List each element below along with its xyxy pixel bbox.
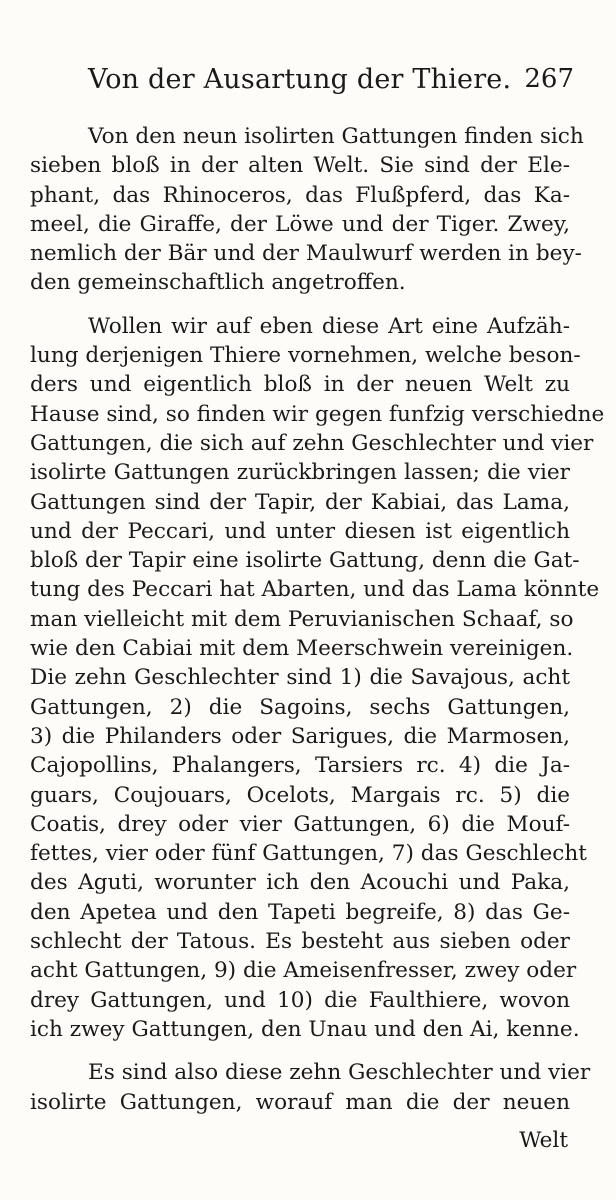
text-line: und der Peccari, und unter diesen ist eigentlich <box>30 518 570 544</box>
text-line: wie den Cabiai mit dem Meerschwein vereinigen. <box>30 636 574 662</box>
page-number: 267 <box>524 64 574 94</box>
text-line: Die zehn Geschlechter sind 1) die Savajous, acht <box>30 665 570 691</box>
text-line: man vielleicht mit dem Peruvianischen Schaaf, so <box>30 606 574 632</box>
text-line: den Apetea und den Tapeti begreife, 8) das Ge- <box>30 899 570 925</box>
paragraph-1 <box>30 122 584 298</box>
text-line: drey Gattungen, und 10) die Faulthiere, wovon <box>30 987 570 1013</box>
paragraph-2 <box>30 312 605 1044</box>
text-line: sieben bloß in der alten Welt. Sie sind der Ele- <box>30 153 570 179</box>
text-line: lung derjenigen Thiere vornehmen, welche beson- <box>30 343 581 369</box>
text-line: 3) die Philanders oder Sarigues, die Marmosen, <box>30 723 570 749</box>
text-line: Coatis, drey oder vier Gattungen, 6) die Mouf- <box>30 811 570 837</box>
catchword: Welt <box>519 1128 568 1153</box>
text-line: isolirte Gattungen, worauf man die der neuen <box>30 1089 570 1115</box>
text-line: isolirte Gattungen zurückbringen lassen; die vier <box>30 460 570 486</box>
text-line: Gattungen sind der Tapir, der Kabiai, das Lama, <box>30 489 570 515</box>
text-line: fettes, vier oder fünf Gattungen, 7) das Geschlecht <box>30 841 587 867</box>
text-line: Wollen wir auf eben diese Art eine Aufzäh- <box>88 313 570 339</box>
text-line: guars, Coujouars, Ocelots, Margais rc. 5) die <box>30 782 570 808</box>
text-line: nemlich der Bär und der Maulwurf werden in bey- <box>30 241 582 267</box>
text-line: schlecht der Tatous. Es besteht aus sieben oder <box>30 929 570 955</box>
page-header <box>88 58 574 102</box>
text-line: meel, die Giraffe, der Löwe und der Tiger. Zwey, <box>30 211 570 237</box>
text-line: ders und eigentlich bloß in der neuen Welt zu <box>30 372 570 398</box>
text-line: bloß der Tapir eine isolirte Gattung, denn die Gat- <box>30 548 580 574</box>
text-line: ich zwey Gattungen, den Unau und den Ai, kenne. <box>30 1016 580 1042</box>
text-line: phant, das Rhinoceros, das Flußpferd, das Ka- <box>30 182 570 208</box>
text-line: Gattungen, 2) die Sagoins, sechs Gattungen, <box>30 694 570 720</box>
text-line: Hause sind, so finden wir gegen funfzig verschiedne <box>30 401 605 427</box>
text-line: Von den neun isolirten Gattungen finden sich <box>88 124 584 149</box>
text-line: acht Gattungen, 9) die Ameisenfresser, zwey oder <box>30 958 577 984</box>
body-text <box>30 122 605 1131</box>
text-line: den gemeinschaftlich angetroffen. <box>30 270 406 296</box>
text-line: Cajopollins, Phalangers, Tarsiers rc. 4) die Ja- <box>30 753 570 779</box>
running-title: Von der Ausartung der Thiere. <box>88 64 512 95</box>
text-line: Gattungen, die sich auf zehn Geschlechter und vier <box>30 430 594 456</box>
text-line: tung des Peccari hat Abarten, und das Lama könnte <box>30 577 600 603</box>
text-line: des Aguti, worunter ich den Acouchi und Paka, <box>30 870 570 896</box>
paragraph-3 <box>30 1058 591 1117</box>
text-line: Es sind also diese zehn Geschlechter und vier <box>88 1060 591 1086</box>
